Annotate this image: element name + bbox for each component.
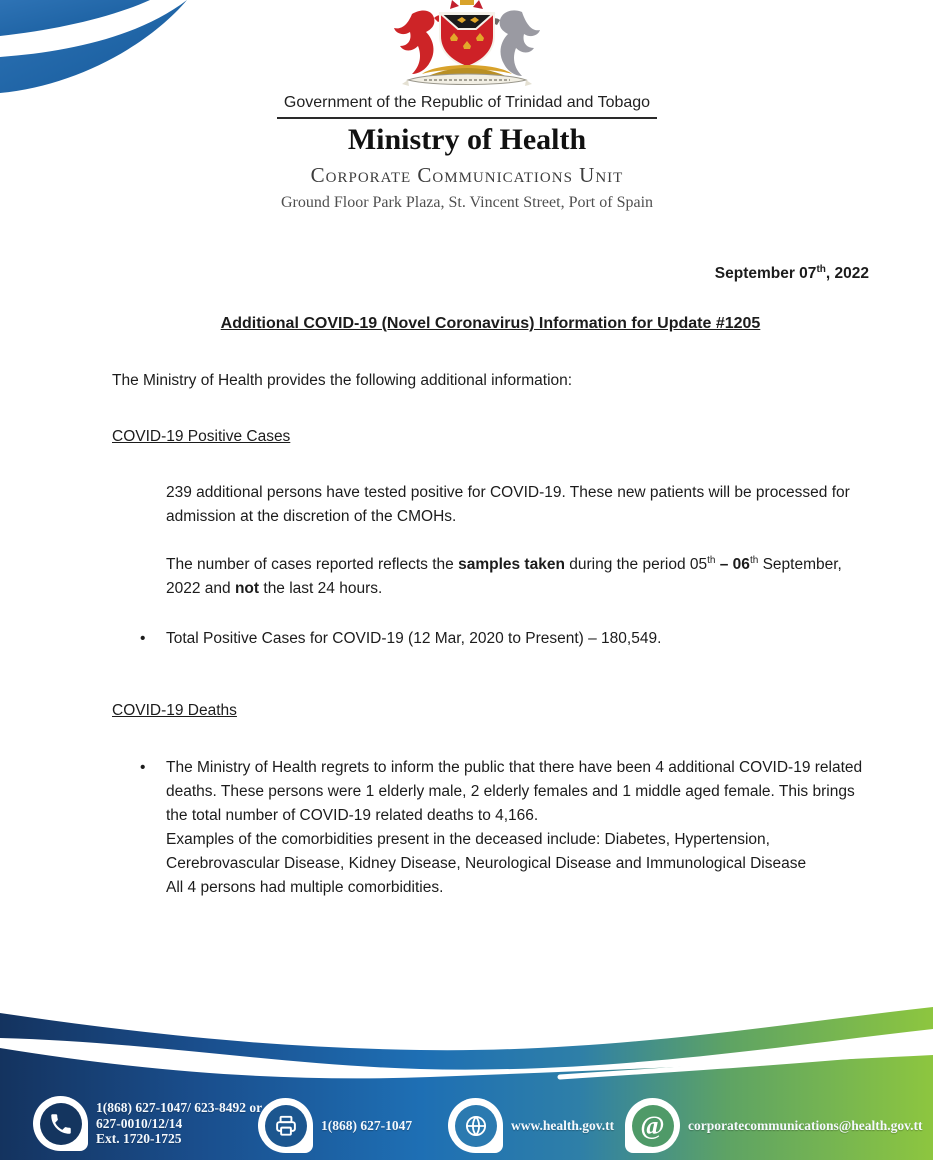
address-line: Ground Floor Park Plaza, St. Vincent Street, Port of Spain xyxy=(280,194,654,211)
cocrico-bird xyxy=(490,10,540,76)
positive-cases-paragraph-2: The number of cases reported reflects the samples taken during the period 05th – 06th September, 2022 and not the last 24 hours. xyxy=(166,554,842,597)
government-line: Government of the Republic of Trinidad and Tobago xyxy=(277,94,657,119)
document-title: Additional COVID-19 (Novel Coronavirus) Information for Update #1205 xyxy=(220,315,761,332)
deaths-line-1: The Ministry of Health regrets to inform the public that there have been 4 additional COVID-19 related deaths. These persons were 1 elderly male, 2 elderly females and 1 middle aged female. This brings the total number of COVID-19 related deaths to 4,166. xyxy=(166,759,863,824)
footer-contact-email xyxy=(625,1098,923,1153)
motto-scroll xyxy=(402,74,532,86)
at-sign-glyph: @ xyxy=(640,1110,665,1140)
footer-contact-phone xyxy=(33,1096,262,1151)
website-url: www.health.gov.tt xyxy=(511,1117,615,1133)
date-ordinal: th xyxy=(816,263,826,275)
footer-contact-website xyxy=(448,1098,614,1153)
deaths-line-3: All 4 persons had multiple comorbidities. xyxy=(166,879,444,896)
fax-icon xyxy=(258,1098,313,1153)
coat-of-arms xyxy=(382,0,552,92)
email-icon xyxy=(625,1098,680,1153)
bullet-marker: • xyxy=(140,759,146,776)
fax-number: 1(868) 627-1047 xyxy=(321,1117,413,1133)
letterhead xyxy=(277,94,657,212)
deaths-line-2: Examples of the comorbidities present in the deceased include: Diabetes, Hypertension, Cerebrovascular Disease, Kidney Disease, Neurological Disease and Immunological Disease xyxy=(166,831,807,872)
section-heading-positive-cases: COVID-19 Positive Cases xyxy=(112,428,291,445)
deaths-bullet-text xyxy=(166,756,869,900)
total-positive-cases-bullet xyxy=(140,627,869,651)
website-icon xyxy=(448,1098,503,1153)
unit-title: Corporate Communications Unit xyxy=(310,163,624,187)
shield xyxy=(439,12,495,68)
email-address: corporatecommunications@health.gov.tt xyxy=(688,1117,923,1133)
deaths-bullet xyxy=(140,756,869,900)
phone-icon xyxy=(33,1096,88,1151)
bullet-marker: • xyxy=(140,630,146,647)
document-body xyxy=(112,262,869,900)
ministry-title: Ministry of Health xyxy=(347,123,587,156)
header-swoosh-graphic xyxy=(0,0,220,110)
bullet-text: Total Positive Cases for COVID-19 (12 Mar, 2020 to Present) – 180,549. xyxy=(166,630,662,647)
intro-paragraph: The Ministry of Health provides the following additional information: xyxy=(112,372,573,389)
positive-cases-paragraph-1: 239 additional persons have tested positive for COVID-19. These new patients will be processed for admission at the discretion of the CMOHs. xyxy=(166,484,850,525)
scarlet-ibis xyxy=(394,11,446,74)
date-line: September 07th, 2022 xyxy=(714,263,869,282)
crest-fragment xyxy=(450,0,483,9)
section-heading-deaths: COVID-19 Deaths xyxy=(112,702,237,719)
footer-contact-fax xyxy=(258,1098,412,1153)
phone-numbers: 1(868) 627-1047/ 623-8492 or 627-0010/12/14 Ext. 1720-1725 xyxy=(96,1100,263,1147)
